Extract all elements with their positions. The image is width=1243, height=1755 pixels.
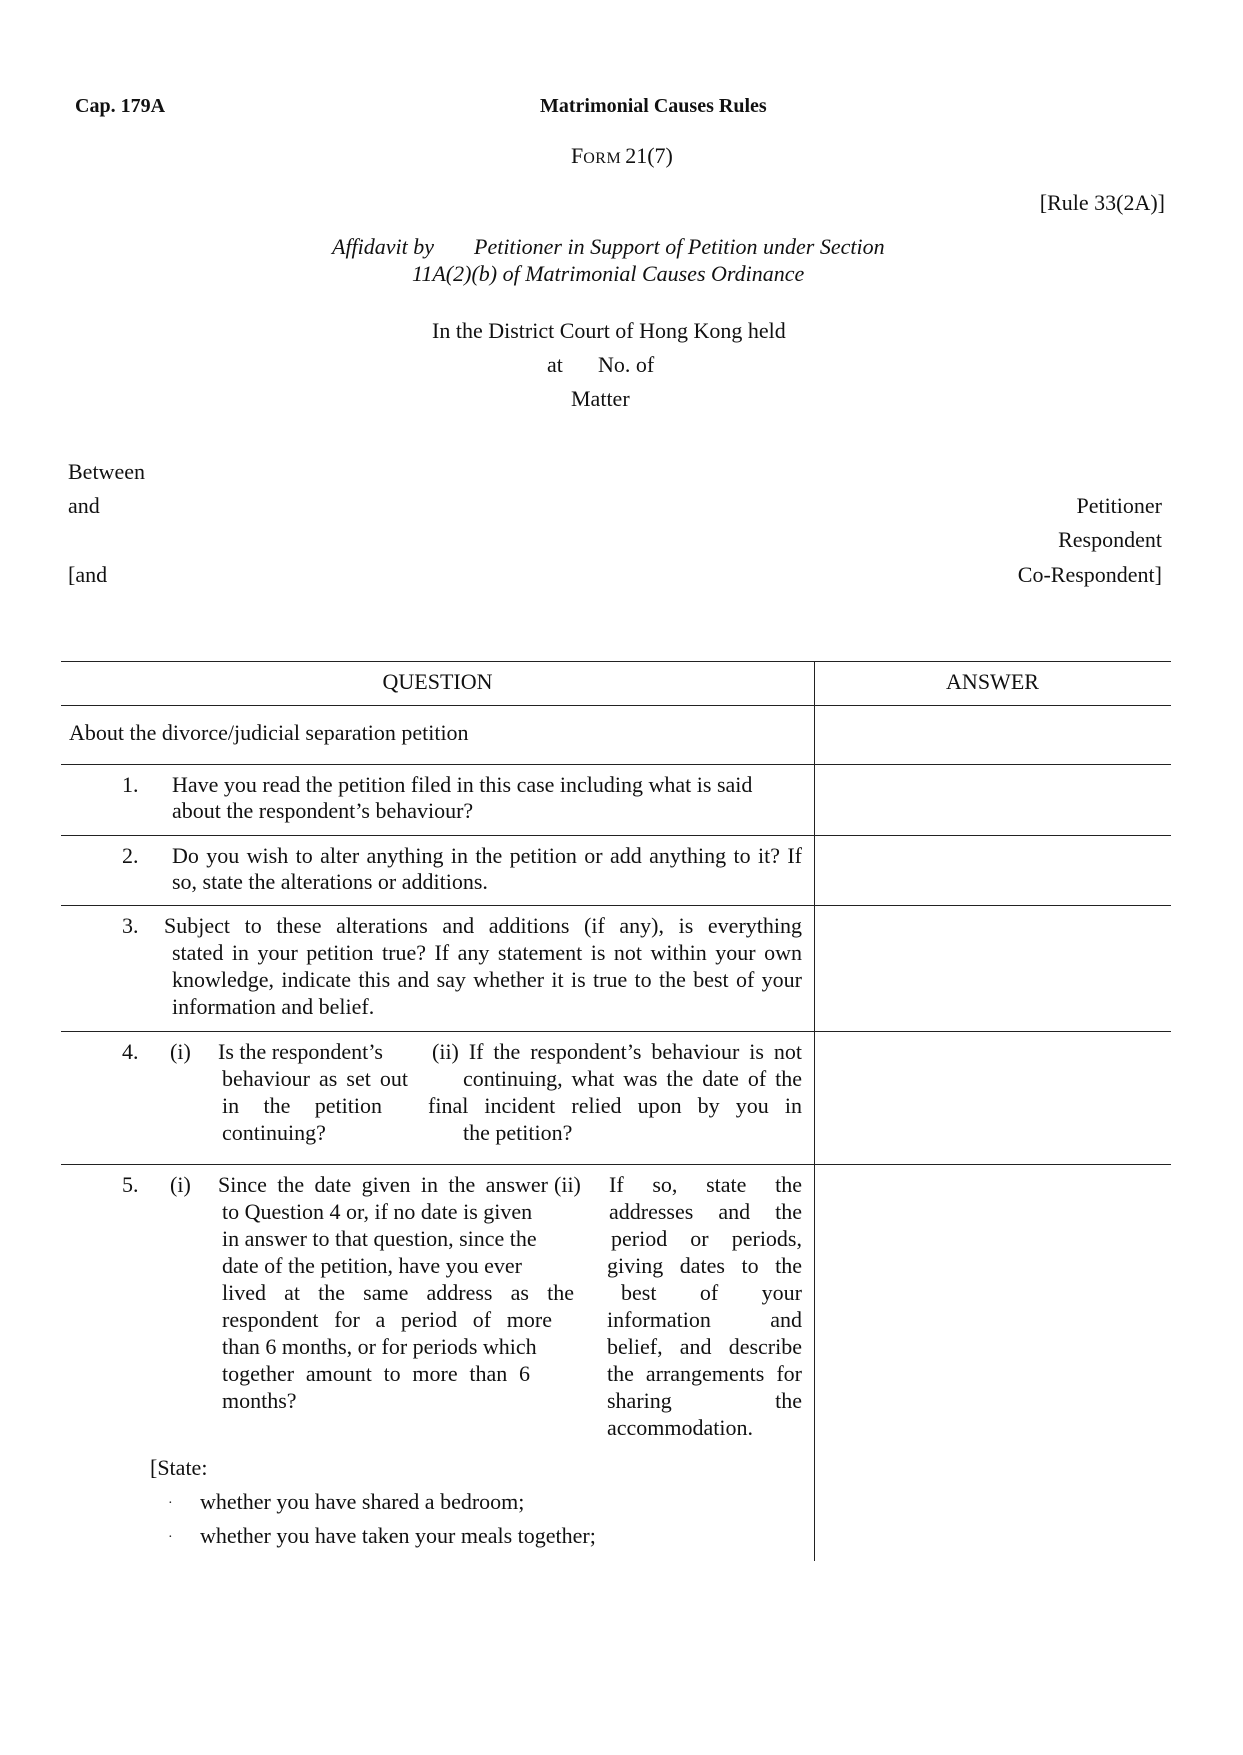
sub-question-text: respondent for a period of more [222,1307,552,1332]
sub-question-text: If so, state the [609,1172,802,1197]
sub-question-text: period or periods, [611,1226,802,1251]
question-number: 5. [122,1172,139,1197]
document-title: Matrimonial Causes Rules [540,95,767,117]
sub-question-text: continuing? [222,1120,326,1145]
party-respondent: Respondent [1058,527,1162,552]
row-rule [61,905,1171,906]
question-text: so, state the alterations or additions. [172,869,488,894]
bullet-marker: · [168,1530,173,1545]
court-matter: Matter [571,386,630,411]
sub-question-text: lived at the same address as the [222,1280,574,1305]
column-header-answer: ANSWER [946,669,1039,694]
bullet-item: whether you have taken your meals together; [200,1523,596,1548]
sub-question-text: Is the respondent’s [218,1039,383,1064]
sub-question-label: (i) [170,1172,191,1197]
sub-question-text: continuing, what was the date of the [463,1066,802,1091]
party-co-respondent: Co-Respondent] [1017,562,1162,587]
sub-question-text: the arrangements for [607,1361,802,1386]
question-number: 2. [122,843,139,868]
chapter-number: Cap. 179A [75,95,166,117]
table-top-rule [61,661,1171,662]
sub-question-text: date of the petition, have you ever [222,1253,522,1278]
column-divider [814,661,815,1561]
party-between: Between [68,459,145,484]
sub-question-text: months? [222,1388,297,1413]
bullet-item: whether you have shared a bedroom; [200,1489,525,1514]
sub-question-label: (i) [170,1039,191,1064]
sub-question-text: Since the date given in the answer [218,1172,548,1197]
court-line: In the District Court of Hong Kong held [432,318,786,343]
sub-question-text: to Question 4 or, if no date is given [222,1199,533,1224]
heading-affidavit-by: Affidavit by [332,234,435,259]
party-petitioner: Petitioner [1076,493,1162,518]
sub-question-label: (ii) [554,1172,581,1197]
sub-question-text: accommodation. [607,1415,754,1440]
sub-question-text: (ii) If the respondent’s behaviour is not [432,1039,802,1064]
question-number: 4. [122,1039,139,1064]
sub-question-text: the petition? [463,1120,573,1145]
party-and: and [68,493,100,518]
form-number-value: 21(7) [625,143,673,168]
question-text: Do you wish to alter anything in the petition or add anything to it? If [172,843,802,868]
sub-question-text: belief, and describe [607,1334,802,1359]
sub-question-text: sharing the [607,1388,802,1413]
form-number [571,143,673,169]
state-heading: [State: [150,1455,208,1480]
sub-question-text: in the petition [222,1093,382,1118]
question-number: 1. [122,772,139,797]
question-text: information and belief. [172,994,375,1019]
bullet-marker: · [168,1496,173,1511]
question-number: 3. [122,913,139,938]
question-text: about the respondent’s behaviour? [172,798,474,823]
row-rule [61,1031,1171,1032]
row-rule [61,835,1171,836]
heading-line1: Petitioner in Support of Petition under Section [474,234,885,259]
section-heading: About the divorce/judicial separation petition [69,720,469,745]
party-and-bracket: [and [68,562,108,587]
court-no-of: No. of [598,352,655,377]
sub-question-text: giving dates to the [607,1253,802,1278]
question-text: Subject to these alterations and additions (if any), is everything [164,913,802,938]
rule-reference: [Rule 33(2A)] [1039,190,1165,215]
table-header-rule [61,705,1171,706]
question-text: knowledge, indicate this and say whether it is true to the best of your [172,967,802,992]
sub-question-text: final incident relied upon by you in [428,1093,802,1118]
sub-question-text: in answer to that question, since the [222,1226,537,1251]
question-text: Have you read the petition filed in this case including what is said [172,772,753,797]
sub-question-text: information and [607,1307,802,1332]
sub-question-text: addresses and the [609,1199,802,1224]
row-rule [61,764,1171,765]
sub-question-text: together amount to more than 6 [222,1361,530,1386]
row-rule [61,1164,1171,1165]
question-text: stated in your petition true? If any statement is not within your own [172,940,802,965]
form-label-rest: ORM [583,150,622,167]
sub-question-text: behaviour as set out [222,1066,408,1091]
column-header-question: QUESTION [382,669,493,694]
heading-line2: 11A(2)(b) of Matrimonial Causes Ordinance [412,261,805,286]
sub-question-text: than 6 months, or for periods which [222,1334,537,1359]
sub-question-text: best of your [621,1280,802,1305]
court-at: at [547,352,563,377]
form-label-first: F [571,143,584,168]
